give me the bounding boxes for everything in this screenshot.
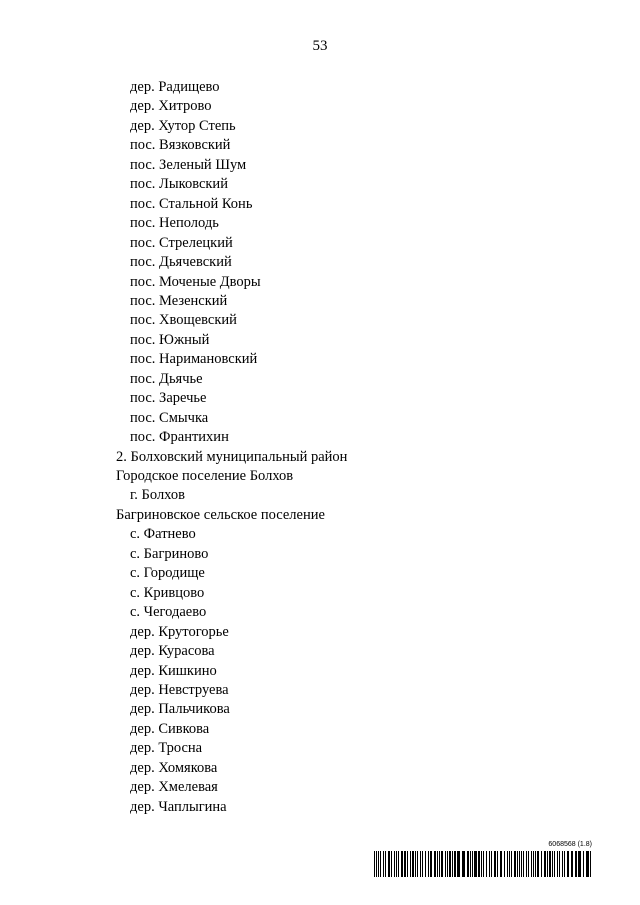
list-item: пос. Дьячевский xyxy=(130,254,232,271)
list-item: дер. Сивкова xyxy=(130,720,210,737)
list-item: пос. Мезенский xyxy=(130,292,228,309)
list-item: пос. Неполодь xyxy=(130,215,219,232)
list-item: с. Чегодаево xyxy=(130,604,207,621)
list-item: пос. Заречье xyxy=(130,390,207,407)
list-item: с. Фатнево xyxy=(130,526,196,543)
list-item: 2. Болховский муниципальный район xyxy=(116,448,348,465)
list-item: пос. Южный xyxy=(130,331,210,348)
list-item: дер. Хитрово xyxy=(130,98,212,115)
barcode-image xyxy=(374,851,592,877)
list-item: дер. Пальчикова xyxy=(130,701,230,718)
list-item: дер. Крутогорье xyxy=(130,623,229,640)
list-item: пос. Вязковский xyxy=(130,137,231,154)
list-item: пос. Наримановский xyxy=(130,351,258,368)
list-item: дер. Кишкино xyxy=(130,662,217,679)
barcode-label: 6068568 (1.8) xyxy=(548,841,592,848)
list-item: пос. Хвощевский xyxy=(130,312,237,329)
list-item: пос. Моченые Дворы xyxy=(130,273,261,290)
list-item: дер. Чаплыгина xyxy=(130,798,227,815)
list-item: Багриновское сельское поселение xyxy=(116,506,325,523)
list-item: дер. Невструева xyxy=(130,681,229,698)
list-item: дер. Курасова xyxy=(130,643,215,660)
page-number: 53 xyxy=(312,38,328,54)
list-item: пос. Дьячье xyxy=(130,370,203,387)
list-item: пос. Зеленый Шум xyxy=(130,156,247,173)
list-item: с. Багриново xyxy=(130,545,209,562)
list-item: пос. Смычка xyxy=(130,409,209,426)
list-item: пос. Стальной Конь xyxy=(130,195,253,212)
list-item: г. Болхов xyxy=(130,487,185,504)
list-item: дер. Хмелевая xyxy=(130,779,218,796)
document-barcode xyxy=(374,840,592,880)
list-item: дер. Тросна xyxy=(130,740,203,757)
list-item: с. Кривцово xyxy=(130,584,205,601)
list-item: дер. Радищево xyxy=(130,79,220,95)
list-item: с. Городище xyxy=(130,565,205,582)
list-item: пос. Лыковский xyxy=(130,176,228,193)
list-item: пос. Стрелецкий xyxy=(130,234,233,251)
list-item: дер. Хомякова xyxy=(130,759,218,776)
list-item: пос. Франтихин xyxy=(130,429,229,446)
list-item: Городское поселение Болхов xyxy=(116,468,294,484)
list-item: дер. Хутор Степь xyxy=(130,117,236,134)
